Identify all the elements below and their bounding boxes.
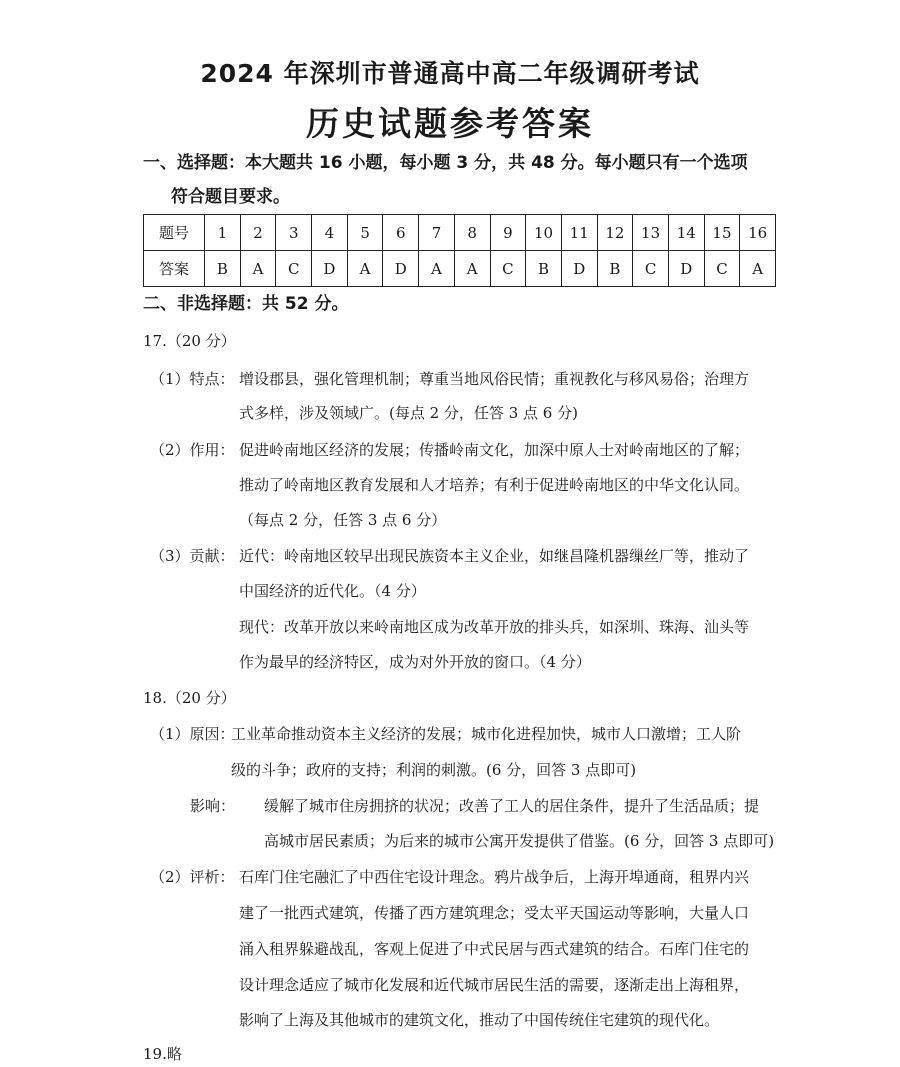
- question-number-row: [144, 215, 776, 251]
- q18-part2-line5: 影响了上海及其他城市的建筑文化，推动了中国传统住宅建筑的现代化。: [239, 1011, 720, 1029]
- q18-part1-line1: 工业革命推动资本主义经济的发展；城市化进程加快，城市人口激增；工人阶: [231, 725, 742, 743]
- answer-cell: D: [312, 251, 348, 287]
- question-number-cell: 14: [668, 215, 704, 251]
- section1-heading-line1: 一、选择题：本大题共 16 小题，每小题 3 分，共 48 分。每小题只有一个选项: [143, 153, 748, 173]
- question-number-cell: 9: [490, 215, 526, 251]
- q18-part2-line1: 石库门住宅融汇了中西住宅设计理念。鸦片战争后，上海开埠通商，租界内兴: [239, 868, 750, 886]
- q17-part2-line2: 推动了岭南地区教育发展和人才培养；有利于促进岭南地区的中华文化认同。: [239, 476, 750, 494]
- question-number-cell: 4: [312, 215, 348, 251]
- question-number-cell: 5: [347, 215, 383, 251]
- question-number-cell: 7: [419, 215, 455, 251]
- question-number-cell: 3: [276, 215, 312, 251]
- q18-effect-label: 影响：: [190, 797, 236, 815]
- q17-part3-line3: 现代：改革开放以来岭南地区成为改革开放的排头兵，如深圳、珠海、汕头等: [239, 618, 750, 636]
- answer-label: 答案: [144, 251, 205, 287]
- question-number-cell: 2: [240, 215, 276, 251]
- exam-title: 2024 年深圳市普通高中高二年级调研考试: [200, 59, 700, 88]
- answer-cell: A: [454, 251, 490, 287]
- answer-row: [144, 251, 776, 287]
- answer-cell: D: [668, 251, 704, 287]
- question-number-cell: 15: [704, 215, 740, 251]
- q18-part2-line2: 建了一批西式建筑，传播了西方建筑理念；受太平天国运动等影响，大量人口: [239, 904, 750, 922]
- q18-part2-line3: 涌入租界躲避战乱，客观上促进了中式民居与西式建筑的结合。石库门住宅的: [239, 940, 750, 958]
- q17-part3-line4: 作为最早的经济特区，成为对外开放的窗口。（4 分）: [239, 653, 591, 671]
- section2-heading: 二、非选择题：共 52 分。: [143, 294, 349, 314]
- question-number-cell: 13: [633, 215, 669, 251]
- answer-key-title: 历史试题参考答案: [306, 104, 594, 143]
- answer-cell: C: [704, 251, 740, 287]
- q18-part2-line4: 设计理念适应了城市化发展和近代城市居民生活的需要，逐渐走出上海租界，: [239, 976, 750, 994]
- section1-heading-line2: 符合题目要求。: [171, 187, 290, 207]
- answer-table: [143, 214, 776, 287]
- answer-cell: A: [419, 251, 455, 287]
- q17-part2-label: （2）作用：: [150, 441, 235, 459]
- question-number-cell: 8: [454, 215, 490, 251]
- q17-part1-line1: 增设郡县，强化管理机制；尊重当地风俗民情；重视教化与移风易俗；治理方: [239, 370, 750, 388]
- q17-part1-line2: 式多样，涉及领域广。(每点 2 分，任答 3 点 6 分): [239, 404, 578, 422]
- answer-cell: A: [240, 251, 276, 287]
- q18-effect-line2: 高城市居民素质；为后来的城市公寓开发提供了借鉴。(6 分，回答 3 点即可): [264, 832, 775, 850]
- q19-heading: 19.略: [143, 1045, 182, 1063]
- question-number-cell: 11: [561, 215, 597, 251]
- q17-part3-line2: 中国经济的近代化。（4 分）: [239, 582, 426, 600]
- q18-part2-label: （2）评析：: [150, 868, 235, 886]
- q17-part2-line1: 促进岭南地区经济的发展；传播岭南文化，加深中原人士对岭南地区的了解；: [239, 441, 750, 459]
- answer-cell: D: [383, 251, 419, 287]
- answer-cell: B: [205, 251, 241, 287]
- answer-cell: A: [740, 251, 776, 287]
- answer-cell: C: [490, 251, 526, 287]
- answer-cell: B: [597, 251, 633, 287]
- q17-part1-label: （1）特点：: [150, 370, 235, 388]
- question-number-cell: 10: [526, 215, 562, 251]
- answer-cell: A: [347, 251, 383, 287]
- question-number-label: 题号: [144, 215, 205, 251]
- q18-effect-line1: 缓解了城市住房拥挤的状况；改善了工人的居住条件，提升了生活品质；提: [264, 797, 760, 815]
- q17-heading: 17.（20 分）: [143, 332, 236, 350]
- question-number-cell: 12: [597, 215, 633, 251]
- q17-part3-label: （3）贡献：: [150, 547, 235, 565]
- q18-part1-line2: 级的斗争；政府的支持；利润的刺激。(6 分，回答 3 点即可): [231, 761, 637, 779]
- answer-cell: C: [276, 251, 312, 287]
- question-number-cell: 6: [383, 215, 419, 251]
- section1-heading: [143, 146, 793, 214]
- answer-cell: C: [633, 251, 669, 287]
- q18-part1-label: （1）原因：: [150, 725, 235, 743]
- q17-part2-line3: （每点 2 分，任答 3 点 6 分）: [239, 511, 447, 529]
- answer-cell: D: [561, 251, 597, 287]
- question-number-cell: 1: [205, 215, 241, 251]
- answer-cell: B: [526, 251, 562, 287]
- question-number-cell: 16: [740, 215, 776, 251]
- q17-part3-line1: 近代：岭南地区较早出现民族资本主义企业，如继昌隆机器缫丝厂等，推动了: [239, 547, 750, 565]
- q18-heading: 18.（20 分）: [143, 689, 236, 707]
